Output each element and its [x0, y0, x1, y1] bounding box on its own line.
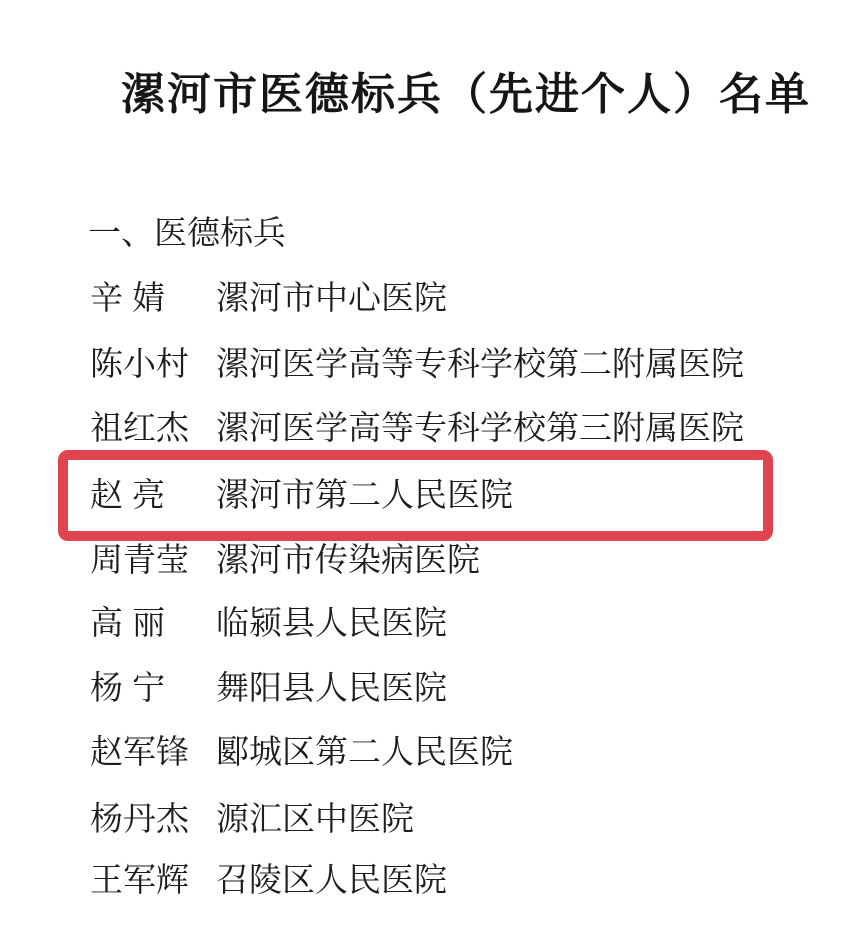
list-item [90, 802, 414, 836]
hospital-name: 源汇区中医院 [216, 800, 414, 837]
person-name: 周青莹 [90, 541, 189, 578]
person-name: 辛 婧 [90, 279, 166, 316]
person-name: 陈小村 [90, 345, 189, 382]
person-name: 赵 亮 [90, 476, 166, 513]
hospital-name: 郾城区第二人民医院 [216, 733, 513, 770]
hospital-name: 漯河医学高等专科学校第三附属医院 [216, 409, 744, 446]
hospital-name: 召陵区人民医院 [216, 861, 447, 898]
person-name: 杨 宁 [90, 669, 166, 706]
person-name: 祖红杰 [90, 409, 189, 446]
hospital-name: 临颍县人民医院 [216, 604, 447, 641]
list-item [90, 347, 744, 381]
person-name: 王军辉 [90, 861, 189, 898]
list-item-highlighted [90, 478, 513, 512]
hospital-name: 舞阳县人民医院 [216, 669, 447, 706]
person-name: 高 丽 [90, 604, 166, 641]
hospital-name: 漯河医学高等专科学校第二附属医院 [216, 345, 744, 382]
list-item [90, 735, 513, 769]
person-name: 赵军锋 [90, 733, 189, 770]
person-name: 杨丹杰 [90, 800, 189, 837]
page-title: 漯河市医德标兵（先进个人）名单 [121, 70, 811, 119]
list-item [90, 863, 447, 897]
list-item [90, 281, 447, 315]
hospital-name: 漯河市中心医院 [216, 279, 447, 316]
list-item [90, 606, 447, 640]
hospital-name: 漯河市传染病医院 [216, 541, 480, 578]
hospital-name: 漯河市第二人民医院 [216, 476, 513, 513]
list-item [90, 543, 480, 577]
section-heading: 一、医德标兵 [88, 214, 286, 251]
list-item [90, 411, 744, 445]
list-item [90, 671, 447, 705]
